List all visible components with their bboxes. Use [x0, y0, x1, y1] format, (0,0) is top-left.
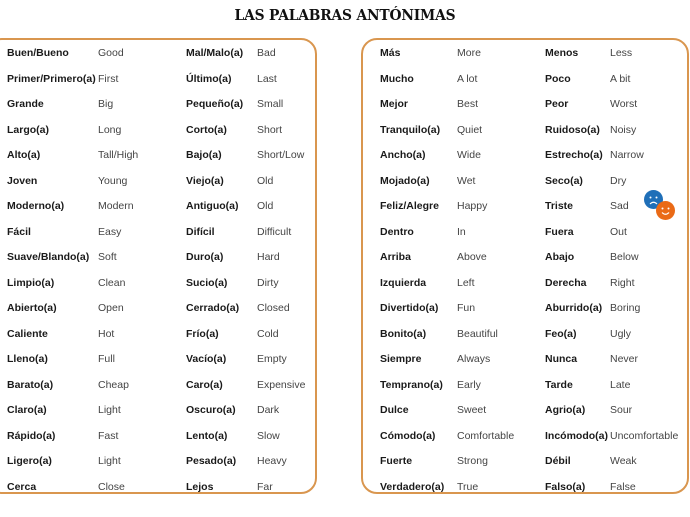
- spanish-word: Feliz/Alegre: [380, 200, 439, 212]
- english-translation: Happy: [457, 200, 488, 212]
- antonym-row: [0, 249, 690, 265]
- english-translation: True: [457, 480, 479, 493]
- happy-face-icon: [656, 201, 675, 220]
- english-translation: Sweet: [457, 404, 487, 416]
- spanish-word: Caliente: [7, 327, 48, 340]
- spanish-antonym: Nunca: [545, 353, 578, 365]
- spanish-word: Rápido(a): [7, 429, 56, 442]
- english-antonym: Expensive: [257, 378, 306, 391]
- spanish-word: Siempre: [380, 353, 422, 365]
- english-translation: More: [457, 47, 481, 59]
- spanish-antonym: Bajo(a): [186, 149, 222, 161]
- english-antonym: Hard: [257, 251, 280, 263]
- spanish-antonym: Incómodo(a): [545, 429, 608, 442]
- english-translation: Best: [457, 98, 479, 110]
- english-translation: Light: [98, 404, 121, 416]
- antonym-row: [0, 453, 690, 469]
- english-antonym: Dry: [610, 174, 627, 187]
- spanish-word: Verdadero(a): [380, 480, 445, 493]
- spanish-word: Barato(a): [7, 378, 54, 391]
- spanish-word: Más: [380, 47, 401, 59]
- english-antonym: Uncomfortable: [610, 429, 679, 442]
- spanish-antonym: Lento(a): [186, 429, 228, 442]
- spanish-word: Tranquilo(a): [380, 123, 441, 136]
- english-translation: A lot: [457, 72, 478, 85]
- english-antonym: Sad: [610, 200, 629, 212]
- spanish-antonym: Pesado(a): [186, 455, 237, 467]
- english-translation: Cheap: [98, 378, 129, 391]
- english-translation: In: [457, 225, 466, 238]
- english-antonym: Short: [257, 123, 283, 136]
- spanish-antonym: Difícil: [186, 225, 215, 238]
- emotion-faces: [644, 190, 678, 222]
- antonym-row: [0, 326, 690, 342]
- english-translation: Open: [98, 302, 124, 314]
- spanish-word: Buen/Bueno: [7, 47, 69, 59]
- spanish-antonym: Viejo(a): [186, 174, 224, 187]
- english-translation: Comfortable: [457, 429, 515, 442]
- spanish-antonym: Abajo: [545, 251, 575, 263]
- english-antonym: Less: [610, 47, 633, 59]
- spanish-word: Ligero(a): [7, 455, 52, 467]
- english-antonym: Old: [257, 174, 274, 187]
- spanish-antonym: Fuera: [545, 225, 574, 238]
- english-antonym: Below: [610, 251, 639, 263]
- english-translation: Close: [98, 480, 125, 493]
- english-translation: Quiet: [457, 123, 483, 136]
- english-translation: Above: [457, 251, 487, 263]
- spanish-word: Limpio(a): [7, 276, 55, 289]
- english-antonym: Empty: [257, 353, 287, 365]
- spanish-word: Bonito(a): [380, 327, 427, 340]
- spanish-word: Ancho(a): [380, 149, 426, 161]
- spanish-antonym: Tarde: [545, 378, 573, 391]
- spanish-word: Grande: [7, 98, 44, 110]
- english-translation: First: [98, 72, 119, 85]
- english-antonym: Last: [257, 72, 277, 85]
- english-antonym: Slow: [257, 429, 280, 442]
- antonym-row: [0, 479, 690, 495]
- english-antonym: Out: [610, 225, 627, 238]
- spanish-antonym: Sucio(a): [186, 276, 228, 289]
- english-translation: Soft: [98, 251, 117, 263]
- antonym-row: [0, 428, 690, 444]
- english-antonym: Dirty: [257, 276, 279, 289]
- english-translation: Clean: [98, 276, 126, 289]
- english-translation: Strong: [457, 455, 488, 467]
- english-antonym: Bad: [257, 47, 276, 59]
- antonym-row: [0, 351, 690, 367]
- antonym-row: [0, 122, 690, 138]
- spanish-antonym: Cerrado(a): [186, 302, 240, 314]
- page-title: LAS PALABRAS ANTÓNIMAS: [234, 6, 456, 24]
- english-translation: Fun: [457, 302, 476, 314]
- english-antonym: Cold: [257, 327, 279, 340]
- english-translation: Full: [98, 353, 115, 365]
- spanish-antonym: Mal/Malo(a): [186, 47, 244, 59]
- spanish-word: Moderno(a): [7, 200, 65, 212]
- spanish-word: Suave/Blando(a): [7, 251, 90, 263]
- english-antonym: Ugly: [610, 327, 632, 340]
- spanish-word: Alto(a): [7, 149, 41, 161]
- spanish-antonym: Poco: [545, 72, 571, 85]
- english-antonym: Heavy: [257, 455, 287, 467]
- spanish-antonym: Oscuro(a): [186, 404, 236, 416]
- spanish-antonym: Débil: [545, 455, 571, 467]
- antonym-row: [0, 300, 690, 316]
- antonym-row: [0, 224, 690, 240]
- english-translation: Big: [98, 98, 114, 110]
- english-translation: Wet: [457, 174, 476, 187]
- spanish-word: Cerca: [7, 480, 37, 493]
- spanish-word: Largo(a): [7, 123, 49, 136]
- english-antonym: A bit: [610, 72, 631, 85]
- spanish-word: Dentro: [380, 225, 414, 238]
- antonym-row: [0, 147, 690, 163]
- spanish-antonym: Aburrido(a): [545, 302, 603, 314]
- english-antonym: Sour: [610, 404, 633, 416]
- spanish-antonym: Agrio(a): [545, 404, 586, 416]
- antonym-row: [0, 173, 690, 189]
- spanish-antonym: Duro(a): [186, 251, 224, 263]
- spanish-word: Temprano(a): [380, 378, 443, 391]
- antonym-row: [0, 45, 690, 61]
- spanish-antonym: Falso(a): [545, 480, 586, 493]
- english-translation: Light: [98, 455, 121, 467]
- spanish-word: Fácil: [7, 225, 31, 238]
- spanish-antonym: Menos: [545, 47, 579, 59]
- spanish-word: Izquierda: [380, 276, 427, 289]
- spanish-antonym: Pequeño(a): [186, 98, 244, 110]
- english-antonym: False: [610, 480, 636, 493]
- english-translation: Tall/High: [98, 149, 139, 161]
- english-antonym: Difficult: [257, 225, 292, 238]
- spanish-antonym: Seco(a): [545, 174, 583, 187]
- spanish-word: Cómodo(a): [380, 429, 436, 442]
- spanish-antonym: Feo(a): [545, 327, 577, 340]
- spanish-word: Lleno(a): [7, 353, 48, 365]
- spanish-word: Mucho: [380, 72, 414, 85]
- english-antonym: Boring: [610, 302, 641, 314]
- spanish-word: Fuerte: [380, 455, 413, 467]
- spanish-word: Arriba: [380, 251, 411, 263]
- antonym-row: [0, 96, 690, 112]
- english-antonym: Right: [610, 276, 635, 289]
- english-translation: Left: [457, 276, 475, 289]
- english-translation: Hot: [98, 327, 115, 340]
- spanish-antonym: Frío(a): [186, 327, 219, 340]
- english-translation: Wide: [457, 149, 481, 161]
- english-antonym: Noisy: [610, 123, 637, 136]
- spanish-antonym: Estrecho(a): [545, 149, 603, 161]
- spanish-word: Joven: [7, 174, 38, 187]
- english-translation: Easy: [98, 225, 122, 238]
- spanish-antonym: Ruidoso(a): [545, 123, 600, 136]
- spanish-antonym: Antiguo(a): [186, 200, 239, 212]
- antonym-row: [0, 402, 690, 418]
- english-antonym: Narrow: [610, 149, 644, 161]
- english-translation: Always: [457, 353, 491, 365]
- english-translation: Early: [457, 378, 481, 391]
- spanish-antonym: Triste: [545, 200, 574, 212]
- english-antonym: Far: [257, 480, 273, 493]
- english-antonym: Small: [257, 98, 284, 110]
- antonym-row: [0, 71, 690, 87]
- spanish-word: Mejor: [380, 98, 409, 110]
- spanish-antonym: Caro(a): [186, 378, 223, 391]
- spanish-antonym: Vacío(a): [186, 353, 227, 365]
- spanish-antonym: Derecha: [545, 276, 587, 289]
- spanish-word: Primer/Primero(a): [7, 72, 96, 85]
- english-translation: Beautiful: [457, 327, 498, 340]
- spanish-word: Claro(a): [7, 404, 47, 416]
- spanish-word: Divertido(a): [380, 302, 439, 314]
- english-antonym: Closed: [257, 302, 290, 314]
- english-antonym: Weak: [610, 455, 637, 467]
- english-antonym: Old: [257, 200, 274, 212]
- antonym-row: [0, 275, 690, 291]
- english-antonym: Dark: [257, 404, 280, 416]
- spanish-antonym: Último(a): [186, 72, 232, 85]
- english-antonym: Never: [610, 353, 639, 365]
- english-translation: Fast: [98, 429, 119, 442]
- spanish-antonym: Corto(a): [186, 123, 227, 136]
- spanish-antonym: Lejos: [186, 480, 214, 493]
- antonym-row: [0, 377, 690, 393]
- english-translation: Long: [98, 123, 122, 136]
- spanish-word: Mojado(a): [380, 174, 430, 187]
- english-antonym: Late: [610, 378, 631, 391]
- spanish-word: Abierto(a): [7, 302, 57, 314]
- english-antonym: Short/Low: [257, 149, 305, 161]
- english-translation: Young: [98, 174, 128, 187]
- english-translation: Good: [98, 47, 124, 59]
- spanish-antonym: Peor: [545, 98, 569, 110]
- english-translation: Modern: [98, 200, 134, 212]
- spanish-word: Dulce: [380, 404, 409, 416]
- english-antonym: Worst: [610, 98, 638, 110]
- antonym-row: [0, 198, 690, 214]
